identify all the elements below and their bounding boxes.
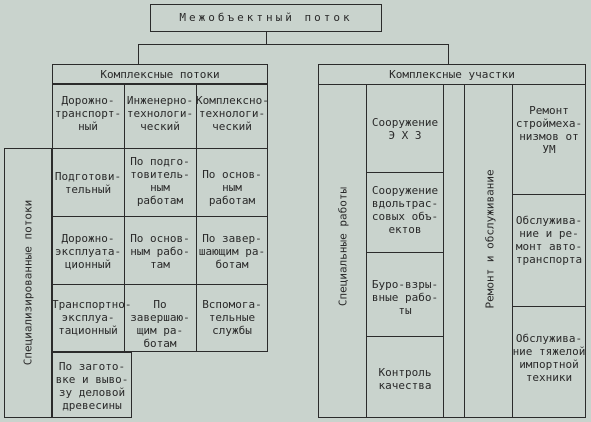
cell-preparatory: Подготови- тельный: [54, 170, 122, 196]
repair-line-1: [512, 194, 586, 195]
cell-main-works-2: По основ- ным рабо- там: [130, 232, 190, 271]
special-line-3: [366, 336, 444, 337]
cell-main-works-1: По основ- ным работам: [202, 168, 262, 207]
col-complex-tech: Комплексно- технологи- ческий: [196, 94, 269, 133]
cell-transport-operational: Транспортно- эксплуа- тационный: [52, 298, 132, 337]
cell-prep-works: По подго- товитель- ным работам: [130, 155, 190, 207]
cell-final-works-2: По завершаю- щим ра- ботам: [130, 298, 190, 350]
col-engineering: Инженерно- технологи- ческий: [126, 94, 194, 133]
cell-timber: По загото- вке и выво- зу деловой древесины: [55, 360, 129, 412]
repair-vehicles: Обслужива- ние и ре- монт авто- транспорта: [515, 214, 583, 266]
special-works-label: Специальные работы: [336, 186, 350, 307]
repair-line-2: [512, 306, 586, 307]
repair-heavy-equipment: Обслужива- ние тяжелой импортной техники: [512, 332, 586, 384]
right-branch-line: [448, 44, 449, 64]
root-title: Межобъектный поток: [179, 11, 353, 24]
repair-machinery: Ремонт строймеха- низмов от УМ: [515, 104, 583, 156]
special-line-2: [366, 252, 444, 253]
special-line-1: [366, 172, 444, 173]
special-exz: Сооружение Э Х З: [371, 116, 439, 142]
special-blasting: Буро-взры- вные рабо- ты: [371, 278, 439, 317]
repair-left-line: [464, 84, 465, 418]
grid-row-line-3: [52, 284, 268, 285]
top-branch-line: [138, 44, 448, 45]
complex-streams-label: Комплексные потоки: [100, 68, 220, 81]
grid-row-line-1: [52, 148, 268, 149]
grid-row-line-2: [52, 216, 268, 217]
cell-road-operational: Дорожно- эксплуата- ционный: [54, 232, 122, 271]
cell-auxiliary: Вспомога- тельные службы: [202, 298, 262, 337]
col-road-transport: Дорожно- транспорт- ный: [54, 94, 122, 133]
specialized-streams-label: Специализированные потоки: [21, 199, 35, 366]
complex-sites-label: Комплексные участки: [389, 68, 515, 81]
special-along-route: Сооружение вдольтрас- совых объ- ектов: [371, 184, 439, 236]
cell-final-works-1: По завер- шающим ра- ботам: [198, 232, 266, 271]
root-connector: [266, 32, 267, 44]
left-branch-line: [138, 44, 139, 64]
repair-label: Ремонт и обслуживание: [483, 169, 497, 309]
special-quality-control: Контроль качества: [378, 366, 432, 392]
